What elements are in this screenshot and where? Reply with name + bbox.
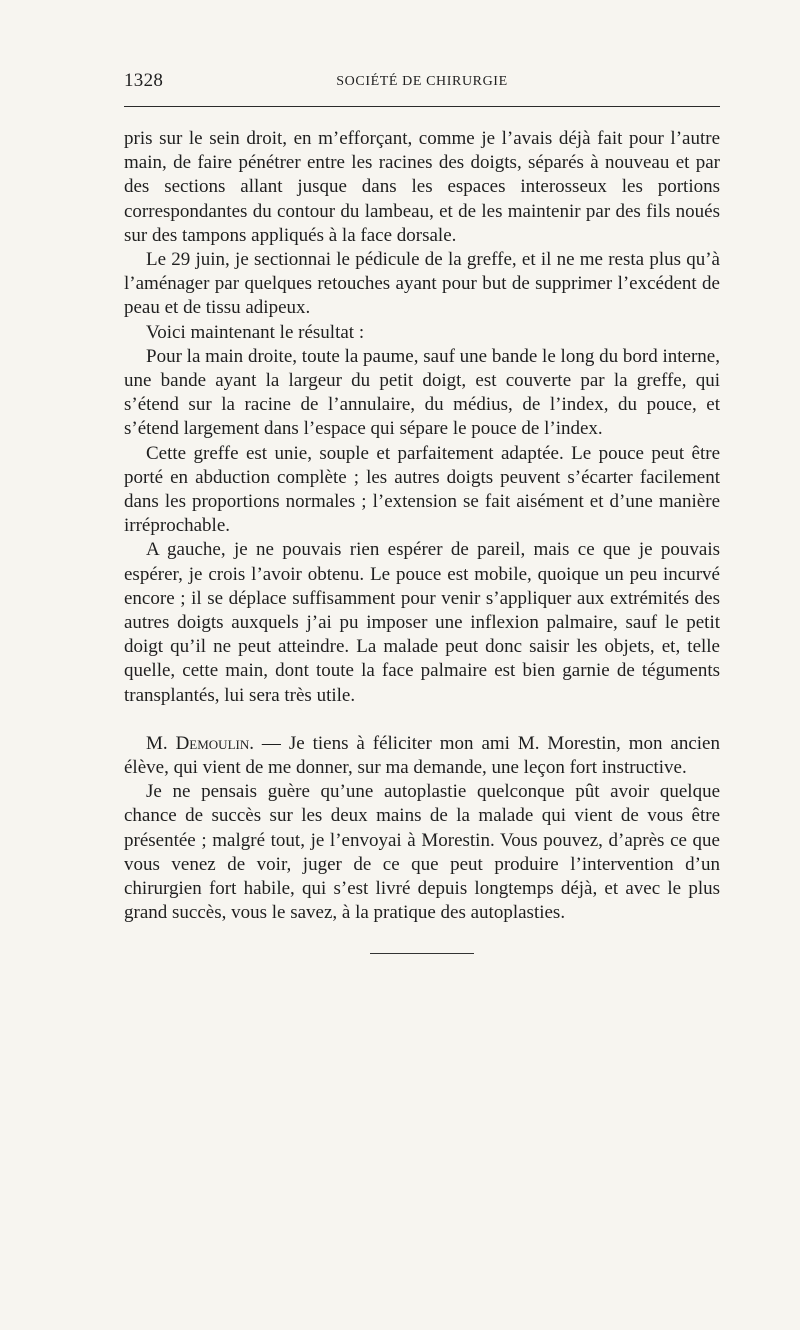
paragraph: Voici maintenant le résultat : — [146, 321, 365, 343]
paragraph: Pour la main droite, toute la paume, sauf une bande le long du bord interne, une bande ayant la largeur du petit doigt, est couverte par la greffe, qui s’étend sur la racine de l’annulaire, du médius, de l’index, du pouce, et s’étend largement dans l’espace qui sépare le pouce de l’index. — [124, 345, 720, 440]
body-text — [124, 127, 720, 926]
paragraph: A gauche, je ne pouvais rien espérer de pareil, mais ce que je pouvais espérer, je crois l’avoir obtenu. Le pouce est mobile, quoique un peu incurvé encore ; il se déplace suffisamment pour venir s’appliquer aux extrémités des autres doigts auxquels j’ai pu imposer une inflexion palmaire, sauf le petit doigt qu’il ne peut atteindre. La malade peut donc saisir les objets, et, telle quelle, cette main, dont toute la face palmaire est bien garnie de téguments transplantés, lui sera très utile. — [124, 539, 720, 706]
running-head — [124, 66, 720, 102]
remarks-intro-text: — Je tiens à féliciter mon ami M. Morestin, mon ancien élève, qui vient de me donner, sur ma demande, une leçon fort instructive. — [124, 732, 720, 779]
section-gap — [124, 708, 720, 732]
remarks-intro-paragraph — [124, 732, 720, 780]
paragraph: Je ne pensais guère qu’une autoplastie quelconque pût avoir quelque chance de succès sur les deux mains de la malade qui vient de vous être présentée ; malgré tout, je l’envoyai à Morestin. Vous pouvez, d’après ce que vous venez de voir, juger de ce que peut produire l’intervention d’un chirurgien fort habile, qui s’est livré depuis longtemps déjà, et avec le plus grand succès, vous le savez, à la pratique des autoplasties. — [124, 781, 720, 924]
speaker-name: M. Demoulin. — [146, 732, 254, 754]
paragraph-continuation: pris sur le sein droit, en m’efforçant, comme je l’avais déjà fait pour l’autre main, de faire pénétrer entre les racines des doigts, séparés à nouveau et par des sections allant jusque dans les espaces interosseux les portions correspondantes du contour du lambeau, et de les maintenir par des fils noués sur des tampons appliqués à la face dorsale. — [124, 128, 720, 246]
paragraph: Cette greffe est unie, souple et parfaitement adaptée. Le pouce peut être porté en abduction complète ; les autres doigts peuvent s’écarter facilement dans les proportions normales ; l’extension se fait aisément et d’une manière irréprochable. — [124, 442, 720, 537]
paragraph: Le 29 juin, je sectionnai le pédicule de la greffe, et il ne me resta plus qu’à l’aménager par quelques retouches ayant pour but de supprimer l’excédent de peau et de tissu adipeux. — [124, 249, 720, 319]
end-rule — [370, 953, 474, 954]
page — [124, 66, 720, 954]
page-number: 1328 — [124, 70, 164, 91]
running-title: SOCIÉTÉ DE CHIRURGIE — [336, 74, 508, 89]
header-rule — [124, 106, 720, 107]
